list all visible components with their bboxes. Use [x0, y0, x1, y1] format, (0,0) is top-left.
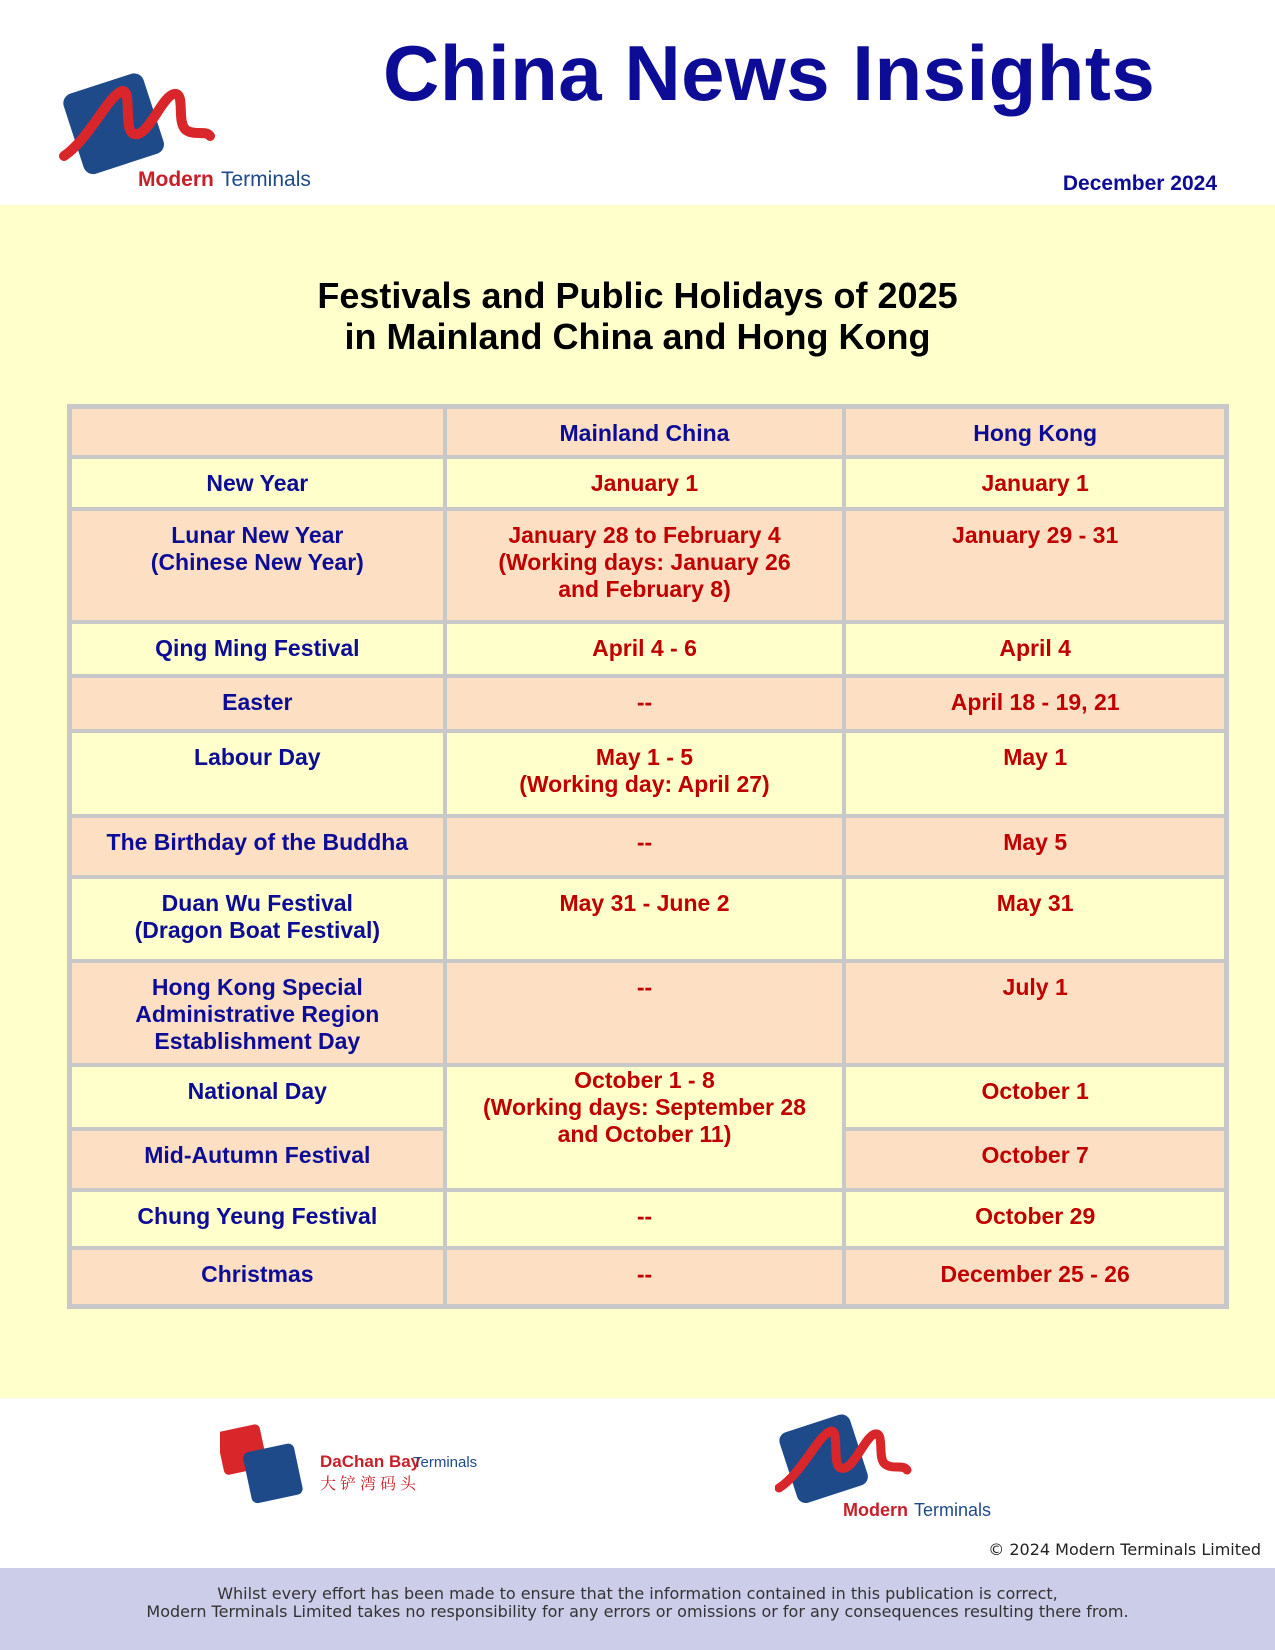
hongkong-dates: May 5 [844, 816, 1226, 877]
svg-text:Modern: Modern [138, 168, 214, 191]
mainland-dates: -- [445, 1190, 845, 1248]
table-row [70, 961, 1226, 1065]
table-row [70, 457, 1226, 509]
disclaimer-line2: Modern Terminals Limited takes no responsibility for any errors or omissions or for any consequences resulting there from. [146, 1602, 1129, 1621]
footer-logos [0, 1398, 1275, 1568]
table-row [70, 1190, 1226, 1248]
header-cell-hongkong: Hong Kong [844, 407, 1226, 457]
hongkong-dates: May 1 [844, 731, 1226, 816]
mainland-dates: January 28 to February 4 (Working days: January 26 and February 8) [445, 509, 845, 622]
hongkong-dates: December 25 - 26 [844, 1248, 1226, 1306]
festival-name: The Birthday of the Buddha [70, 816, 445, 877]
festival-name: Duan Wu Festival (Dragon Boat Festival) [70, 877, 445, 961]
mainland-dates: -- [445, 816, 845, 877]
hongkong-dates: October 29 [844, 1190, 1226, 1248]
content-band [0, 205, 1275, 1398]
page-title-line1: Festivals and Public Holidays of 2025 [317, 275, 958, 316]
table-header-row [70, 407, 1226, 457]
festival-name: Hong Kong Special Administrative Region Establishment Day [70, 961, 445, 1065]
holidays-table [67, 404, 1229, 1309]
header-cell-festival [70, 407, 445, 457]
modern-terminals-logo [58, 70, 338, 200]
festival-name: Chung Yeung Festival [70, 1190, 445, 1248]
festival-name: Easter [70, 676, 445, 731]
festival-name: National Day [70, 1065, 445, 1129]
header [0, 0, 1275, 205]
table-row [70, 877, 1226, 961]
festival-name: Qing Ming Festival [70, 622, 445, 676]
svg-text:Modern: Modern [843, 1500, 908, 1520]
publication-title: China News Insights [383, 29, 1156, 117]
disclaimer-line1: Whilst every effort has been made to ensure that the information contained in this publication is correct, [217, 1584, 1058, 1603]
disclaimer-band [0, 1568, 1275, 1650]
festival-name: Labour Day [70, 731, 445, 816]
mainland-dates: January 1 [445, 457, 845, 509]
hongkong-dates: January 29 - 31 [844, 509, 1226, 622]
header-cell-mainland: Mainland China [445, 407, 845, 457]
svg-text:DaChan Bay: DaChan Bay [320, 1452, 421, 1471]
dachan-bay-terminals-logo [220, 1418, 500, 1518]
modern-terminals-logo-footer [775, 1412, 1015, 1524]
hongkong-dates: April 4 [844, 622, 1226, 676]
mainland-dates: -- [445, 676, 845, 731]
festival-name: Lunar New Year (Chinese New Year) [70, 509, 445, 622]
mainland-dates: October 1 - 8 (Working days: September 28 and October 11) [445, 1065, 845, 1190]
issue-date: December 2024 [1062, 172, 1217, 195]
mainland-dates: May 1 - 5 (Working day: April 27) [445, 731, 845, 816]
festival-name: Christmas [70, 1248, 445, 1306]
page-title [0, 275, 1275, 357]
svg-text:Terminals: Terminals [413, 1454, 478, 1471]
hongkong-dates: July 1 [844, 961, 1226, 1065]
table-row [70, 622, 1226, 676]
hongkong-dates: January 1 [844, 457, 1226, 509]
svg-text:大铲湾码头: 大铲湾码头 [320, 1474, 421, 1493]
copyright-notice: © 2024 Modern Terminals Limited [988, 1540, 1261, 1559]
mainland-dates: -- [445, 961, 845, 1065]
table-row [70, 1248, 1226, 1306]
table-row [70, 676, 1226, 731]
mainland-dates: April 4 - 6 [445, 622, 845, 676]
table-row [70, 509, 1226, 622]
festival-name: Mid-Autumn Festival [70, 1129, 445, 1190]
hongkong-dates: April 18 - 19, 21 [844, 676, 1226, 731]
festival-name: New Year [70, 457, 445, 509]
page-title-line2: in Mainland China and Hong Kong [344, 316, 931, 357]
hongkong-dates: October 7 [844, 1129, 1226, 1190]
table-row [70, 816, 1226, 877]
mainland-dates: May 31 - June 2 [445, 877, 845, 961]
table-row [70, 731, 1226, 816]
hongkong-dates: October 1 [844, 1065, 1226, 1129]
table-row [70, 1065, 1226, 1129]
svg-text:Terminals: Terminals [221, 168, 311, 191]
mainland-dates: -- [445, 1248, 845, 1306]
svg-text:Terminals: Terminals [914, 1500, 992, 1520]
hongkong-dates: May 31 [844, 877, 1226, 961]
